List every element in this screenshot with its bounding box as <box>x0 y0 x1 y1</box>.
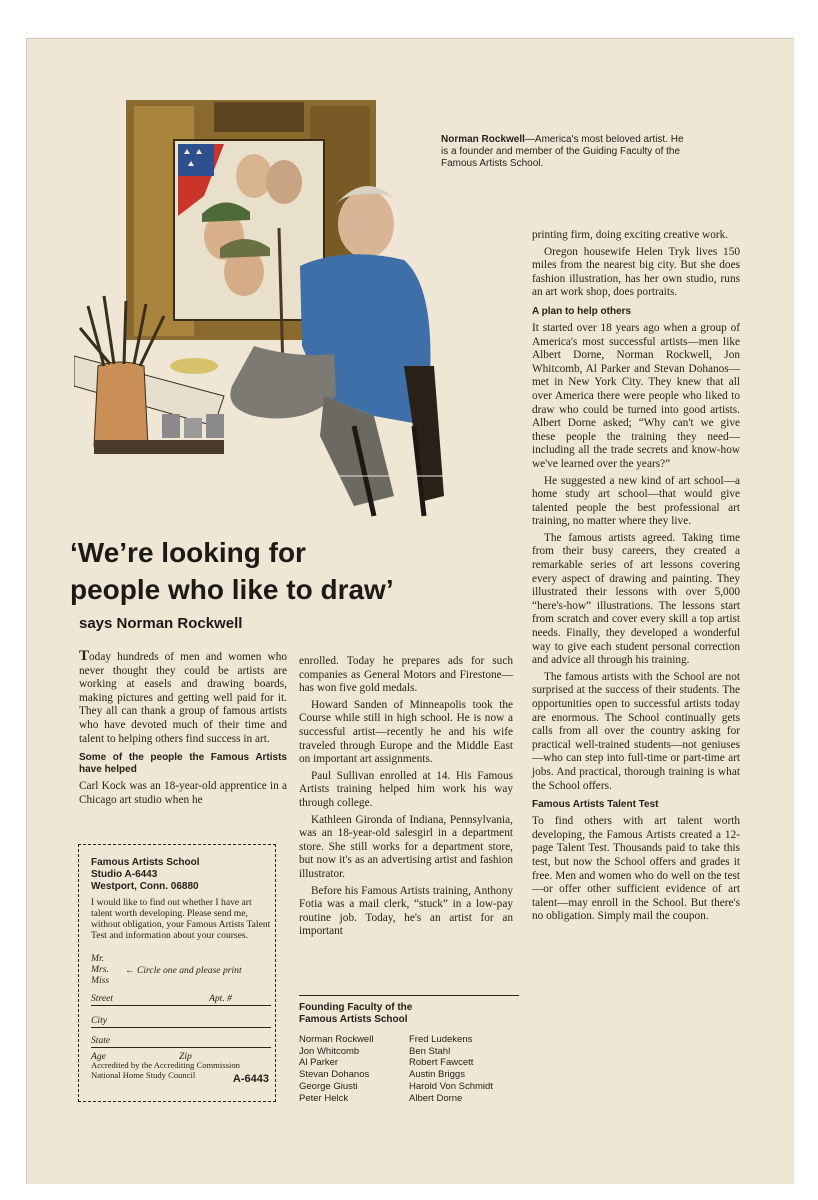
founding-faculty <box>299 995 519 1104</box>
faculty-list <box>299 1034 519 1104</box>
paragraph: Oregon housewife Helen Tryk lives 150 miles from the nearest big city. But she does fashion illustration, has her own studio, runs an art work shop, does portraits. <box>532 245 740 299</box>
faculty-title-1: Founding Faculty of the <box>299 1002 413 1013</box>
faculty-member: Stevan Dohanos <box>299 1069 370 1081</box>
faculty-member: Al Parker <box>299 1057 339 1069</box>
section-heading-plan: A plan to help others <box>532 305 632 317</box>
coupon-code: A-6443 <box>232 1073 269 1085</box>
faculty-member: Albert Dorne <box>409 1092 463 1104</box>
coupon-city: Westport, Conn. 06880 <box>91 881 199 892</box>
intro-text: oday hundreds of men and women who never thought they could be artists are working at easels and drawing boards, making pictures and getting well paid for it. They all can thank a group of famous artists who have devoted much of their time and talent to helping others find success in art. <box>79 651 287 745</box>
mail-coupon <box>78 844 276 1102</box>
coupon-school: Famous Artists School <box>91 857 200 868</box>
zip-label: Zip <box>179 1051 192 1062</box>
faculty-title-2: Famous Artists School <box>299 1014 408 1025</box>
intro-paragraph <box>79 650 287 746</box>
section-heading-helped: Some of the people the Famous Artists have helped <box>79 752 287 776</box>
faculty-member: Peter Helck <box>299 1092 349 1104</box>
faculty-member: Fred Ludekens <box>409 1034 473 1045</box>
faculty-member: Robert Fawcett <box>409 1057 474 1069</box>
paragraph: Carl Kock was an 18-year-old apprentice in a Chicago art studio when he <box>79 780 287 806</box>
city-label: City <box>91 1015 107 1026</box>
salutation-options[interactable] <box>91 953 109 986</box>
faculty-member: George Giusti <box>299 1080 358 1092</box>
column-3 <box>532 229 740 927</box>
paragraph: To find others with art talent worth developing, the Famous Artists created a 12-page Talent Test. Thousands paid to take this test, but now the School offers and grades it free. Men and women who do well on the test—or offer other sufficient evidence of art talent—may enroll in the School. But there's no obligation. Simply mail the coupon. <box>532 815 740 923</box>
illustration-caption <box>441 134 691 170</box>
column-1 <box>79 650 287 810</box>
circle-instruction: ← Circle one and please print <box>125 965 242 976</box>
paragraph: The famous artists with the School are not surprised at the success of their students. The opportunities open to successful artists today are enormous. The School continually gets calls from all over the country asking for practical well-trained students—not geniuses—who can step into full-time or part-time art jobs. And practical, thorough training is what the School offers. <box>532 670 740 792</box>
paragraph: enrolled. Today he prepares ads for such companies as General Motors and Firestone—has won five gold medals. <box>299 655 513 695</box>
state-label: State <box>91 1035 111 1046</box>
paragraph: Howard Sanden of Minneapolis took the Course while still in high school. He is now a successful artist—recently he and his wife traveled through Europe and the Middle East on important art assignments. <box>299 698 513 766</box>
column-2 <box>299 655 513 942</box>
faculty-member: Austin Briggs <box>409 1069 465 1081</box>
paragraph: It started over 18 years ago when a group of America's most successful artists—men like Albert Dorne, Norman Rockwell, Jon Whitcomb, Al Parker and Stevan Dohanos—met in New York City. They knew that all over America there were people who liked to draw who could be turned into good artists. Albert Dorne asked; “Why can't we give these people the training they need—including all the trade secrets and know-how we've learned over the years?” <box>532 321 740 470</box>
drop-cap: T <box>79 648 90 664</box>
faculty-right-column <box>409 1034 519 1104</box>
salutation-miss[interactable]: Miss <box>91 975 110 986</box>
paragraph: Before his Famous Artists training, Anthony Fotia was a mail clerk, “stuck” in a low-pay routine job. Today, he's an artist for an important <box>299 884 513 938</box>
paragraph: printing firm, doing exciting creative work. <box>532 229 729 241</box>
state-field[interactable] <box>91 1035 271 1048</box>
faculty-left-column <box>299 1034 409 1104</box>
paragraph: Kathleen Gironda of Indiana, Pennsylvania, was an 18-year-old salesgirl in a department store. She still works for a department store, but now it's as an advertising artist and fashion illustrator. <box>299 813 513 880</box>
age-label: Age <box>91 1051 106 1062</box>
coupon-address <box>91 857 200 893</box>
street-field[interactable] <box>91 993 271 1006</box>
apt-label: Apt. # <box>209 993 232 1004</box>
accreditation-note: Accredited by the Accrediting Commission National Home Study Council <box>91 1060 240 1080</box>
city-field[interactable] <box>91 1015 271 1028</box>
caption-name: Norman Rockwell <box>441 134 525 145</box>
paragraph: He suggested a new kind of art school—a home study art school—that would give talented people the best professional art training, no matter where they live. <box>532 474 740 528</box>
section-heading-talent-test: Famous Artists Talent Test <box>532 799 659 811</box>
faculty-heading <box>299 995 519 1026</box>
faculty-member: Ben Stahl <box>409 1045 451 1057</box>
salutation-mr[interactable]: Mr. <box>91 953 105 964</box>
subhead: says Norman Rockwell <box>79 615 243 632</box>
salutation-mrs[interactable]: Mrs. <box>91 964 109 975</box>
faculty-member: Jon Whitcomb <box>299 1045 360 1057</box>
caption-text: —America's most beloved artist. He is a founder and member of the Guiding Faculty of the Famous Artists School. <box>441 134 684 169</box>
headline-line-2: people who like to draw’ <box>70 574 394 605</box>
faculty-member: Harold Von Schmidt <box>409 1080 493 1092</box>
street-label: Street <box>91 993 114 1004</box>
headline <box>70 534 520 608</box>
headline-line-1: ‘We’re looking for <box>70 537 306 568</box>
coupon-body: I would like to find out whether I have art talent worth developing. Please send me, without obligation, your Famous Artists Talent Test and information about your courses. <box>91 897 271 941</box>
paragraph: The famous artists agreed. Taking time from their busy careers, they created a remarkable series of art lessons covering every aspect of drawing and painting. They illustrated their lessons with over 5,000 “here's-how” illustrations. The lessons start from scratch and cover every skill a top artist needs. Finally, they developed a wonderful way to give each student personal correction and advice all through his training. <box>532 531 740 667</box>
paragraph: Paul Sullivan enrolled at 14. His Famous Artists training helped him work his way through college. <box>299 769 513 809</box>
faculty-member: Norman Rockwell <box>299 1034 374 1045</box>
coupon-studio: Studio A-6443 <box>91 869 158 880</box>
